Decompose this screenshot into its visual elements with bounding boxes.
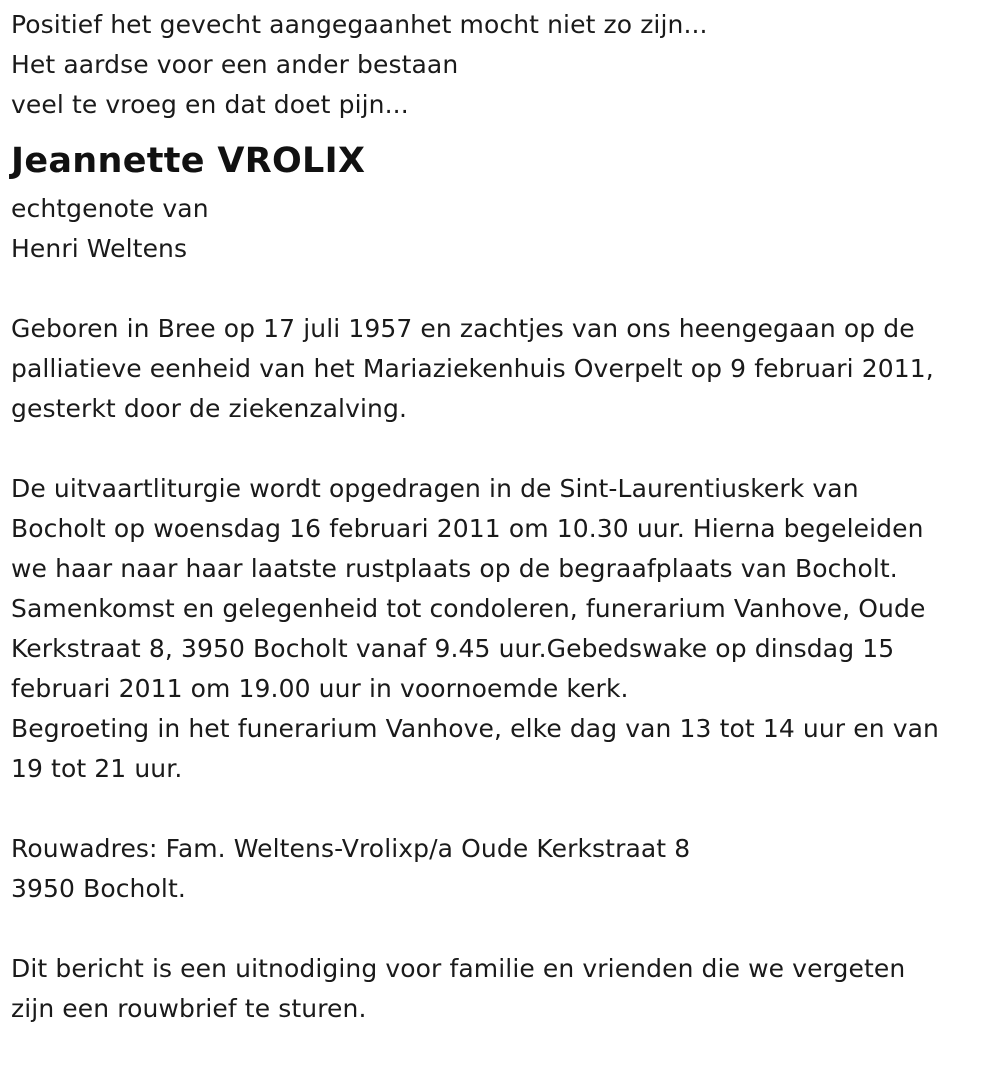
spacer <box>11 429 996 469</box>
paragraph-line: Kerkstraat 8, 3950 Bocholt vanaf 9.45 uur.Gebedswake op dinsdag 15 <box>11 634 895 663</box>
paragraph-line: palliatieve eenheid van het Mariaziekenhuis Overpelt op 9 februari 2011, <box>11 354 934 383</box>
spacer <box>11 909 996 949</box>
paragraph-line: Samenkomst en gelegenheid tot condoleren, funerarium Vanhove, Oude <box>11 594 926 623</box>
closing-line: Dit bericht is een uitnodiging voor familie en vrienden die we vergeten <box>11 954 906 983</box>
address-line: 3950 Bocholt. <box>11 874 186 903</box>
closing-line: zijn een rouwbrief te sturen. <box>11 994 367 1023</box>
paragraph-line: gesterkt door de ziekenzalving. <box>11 394 407 423</box>
paragraph-line: Begroeting in het funerarium Vanhove, elke dag van 13 tot 14 uur en van <box>11 714 939 743</box>
birth-death-paragraph <box>11 309 996 429</box>
deceased-name: Jeannette VROLIX <box>11 141 366 181</box>
funeral-paragraph <box>11 469 996 789</box>
spacer <box>11 789 996 829</box>
poem-line: Het aardse voor een ander bestaan <box>11 50 459 79</box>
poem <box>11 5 996 125</box>
obituary-notice <box>11 5 996 1029</box>
spacer <box>11 269 996 309</box>
mourning-address <box>11 829 996 909</box>
deceased-block <box>11 141 996 269</box>
spouse-name: Henri Weltens <box>11 234 188 263</box>
paragraph-line: Geboren in Bree op 17 juli 1957 en zachtjes van ons heengegaan op de <box>11 314 915 343</box>
paragraph-line: De uitvaartliturgie wordt opgedragen in de Sint-Laurentiuskerk van <box>11 474 859 503</box>
poem-line: Positief het gevecht aangegaanhet mocht niet zo zijn... <box>11 10 708 39</box>
closing-note <box>11 949 996 1029</box>
paragraph-line: Bocholt op woensdag 16 februari 2011 om 10.30 uur. Hierna begeleiden <box>11 514 924 543</box>
address-line: Rouwadres: Fam. Weltens-Vrolixp/a Oude Kerkstraat 8 <box>11 834 691 863</box>
relation-label: echtgenote van <box>11 194 209 223</box>
poem-line: veel te vroeg en dat doet pijn... <box>11 90 409 119</box>
paragraph-line: we haar naar haar laatste rustplaats op de begraafplaats van Bocholt. <box>11 554 898 583</box>
paragraph-line: 19 tot 21 uur. <box>11 754 183 783</box>
paragraph-line: februari 2011 om 19.00 uur in voornoemde kerk. <box>11 674 629 703</box>
